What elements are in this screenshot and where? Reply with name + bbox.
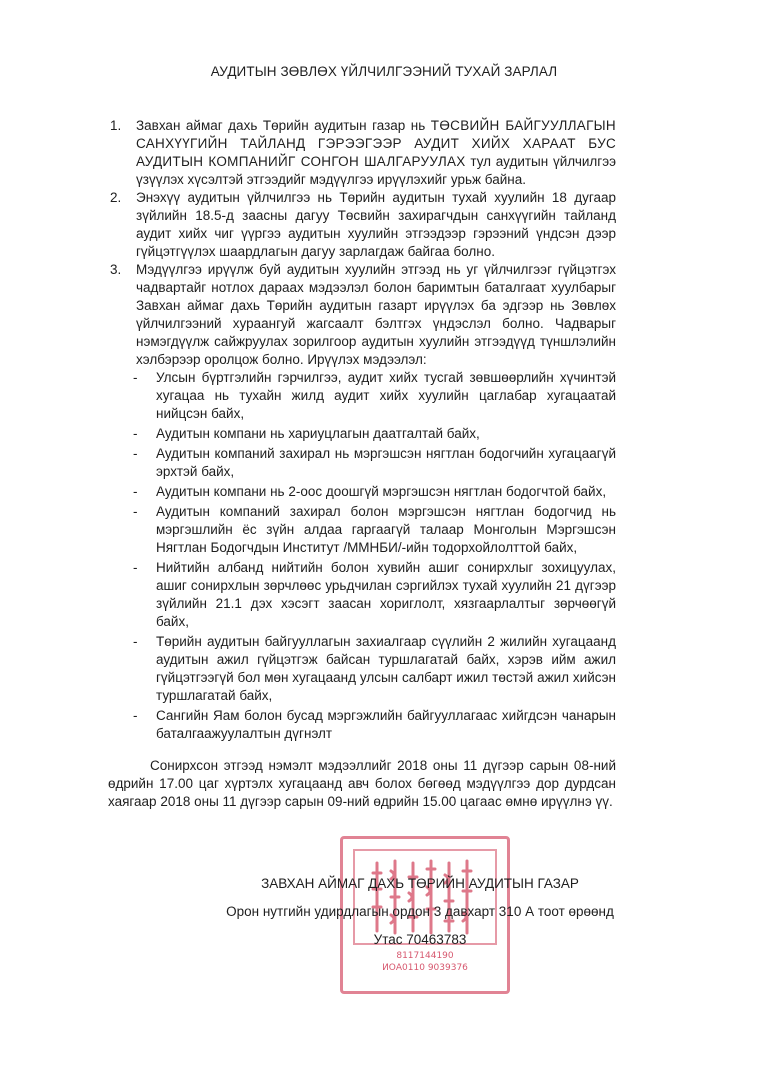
- requirement-item: [133, 483, 616, 501]
- requirement-item: [133, 559, 616, 631]
- requirement-item: [133, 425, 616, 443]
- requirement-item: [133, 707, 616, 743]
- list-item: [108, 117, 616, 189]
- requirement-item: [133, 503, 616, 557]
- dash-bullet: -: [133, 446, 138, 461]
- dash-bullet: -: [133, 426, 138, 441]
- dash-bullet: -: [133, 504, 138, 519]
- dash-bullet: -: [133, 370, 138, 385]
- item-text: тул аудитын үйлчилгээ үзүүлэх хүсэлтэй этгээдийг мэдүүлгээ ирүүлэхийг урьж байна.: [136, 154, 616, 187]
- requirement-item: [133, 369, 616, 423]
- requirement-text: Аудитын компаний захирал болон мэргэшсэн нягтлан бодогчид нь мэргэшлийн ёс зүйн алдаа гаргаагүй талаар Монголын Мэргэшсэн Нягтлан Бодогчдын Институт /ММНБИ/-ийн тодорхойлолттой байх,: [156, 504, 616, 555]
- numbered-list: [108, 117, 616, 743]
- closing-paragraph: Сонирхсон этгээд нэмэлт мэдээллийг 2018 оны 11 дүгээр сарын 08-ний өдрийн 17.00 цаг хүртэлх хугацаанд авч болох бөгөөд мэдүүлгээ дор дурдсан хаягаар 2018 оны 11 дүгээр сарын 09-ний өдрийн 15.00 цагаас өмнө ирүүлнэ үү.: [108, 758, 616, 809]
- item-number: 3.: [110, 262, 122, 277]
- dash-bullet: -: [133, 708, 138, 723]
- requirement-item: [133, 633, 616, 705]
- stamp-number: ИОА0110 9039376: [382, 963, 468, 973]
- requirement-text: Аудитын компани нь хариуцлагын даатгалтай байх,: [156, 426, 480, 441]
- requirement-text: Төрийн аудитын байгууллагын захиалгаар сүүлийн 2 жилийн хугацаанд аудитын ажил гүйцэтгэж байсан туршлагатай байх, хэрэв ийм ажил гүйцэтгээгүй бол мөн хугацаанд улсын салбарт ижил төстэй ажил хийсэн туршлагатай байх,: [156, 634, 616, 703]
- footer-org: ЗАВХАН АЙМАГ ДАХЬ ТӨРИЙН АУДИТЫН ГАЗАР: [261, 876, 579, 891]
- requirement-text: Аудитын компаний захирал нь мэргэшсэн нягтлан бодогчийн хугацаагүй эрхтэй байх,: [156, 446, 616, 479]
- dash-bullet: -: [133, 484, 138, 499]
- dash-bullet: -: [133, 634, 138, 649]
- requirement-item: [133, 445, 616, 481]
- list-item: [108, 261, 616, 743]
- footer-address: Орон нутгийн удирдлагын ордон 3 давхарт 310 А тоот өрөөнд: [226, 904, 614, 919]
- item-text: Мэдүүлгээ ирүүлж буй аудитын хуулийн этгээд нь уг үйлчилгээг гүйцэтгэх чадвартайг нотлох дараах мэдээлэл болон баримтын баталгаат хуулбарыг Завхан аймаг дахь Төрийн аудитын газарт ирүүлэх ба эдгээр нь Зөвлөх үйлчилгээний хураангуй жагсаалт бэлтгэх үндэслэл болно. Чадварыг нэмэгдүүлж сайжруулах зорилгоор аудитын хуулийн этгээдүүд түншлэлийн хэлбэрээр оролцож болно. Ирүүлэх мэдээлэл:: [136, 262, 616, 367]
- requirement-text: Аудитын компани нь 2-оос доошгүй мэргэшсэн нягтлан бодогчтой байх,: [156, 484, 607, 499]
- requirements-list: [133, 369, 616, 743]
- requirement-text: Улсын бүртгэлийн гэрчилгээ, аудит хийх тусгай зөвшөөрлийн хүчинтэй хугацаа нь тухайн жилд аудит хийх хуулийн цаглабар хугацаатай нийцсэн байх,: [156, 370, 616, 421]
- item-number: 2.: [110, 190, 122, 205]
- dash-bullet: -: [133, 560, 138, 575]
- requirement-text: Сангийн Яам болон бусад мэргэжлийн байгууллагаас хийгдсэн чанарын баталгаажуулалтын дүгнэлт: [156, 708, 616, 741]
- item-text: Энэхүү аудитын үйлчилгээ нь Төрийн аудитын тухай хуулийн 18 дугаар зүйлийн 18.5-д заасны дагуу Төсвийн захирагчдын санхүүгийн тайланд аудит хийх чиг үүргээ аудитын хуулийн этгээдээр гэрээний үндсэн дээр гүйцэтгүүлэх шаардлагын дагуу зарлагдаж байгаа болно.: [136, 190, 616, 259]
- list-item: [108, 189, 616, 261]
- item-number: 1.: [110, 118, 122, 133]
- requirement-text: Нийтийн албанд нийтийн болон хувийн ашиг сонирхлыг зохицуулах, ашиг сонирхлын зөрчлөөс урьдчилан сэргийлэх тухай хуулийн 21 дүгээр зүйлийн 21.1 дэх хэсэгт заасан хориглолт, хязгаарлалтыг зөрчөөгүй байх,: [156, 560, 616, 629]
- stamp-number: 8117144190: [396, 951, 454, 961]
- item-text: Завхан аймаг дахь Төрийн аудитын газар нь: [136, 118, 431, 133]
- footer-phone: Утас 70463783: [373, 932, 467, 947]
- document-body: [108, 117, 616, 825]
- footer-block: [160, 870, 680, 954]
- document-title: АУДИТЫН ЗӨВЛӨХ ҮЙЛЧИЛГЭЭНИЙ ТУХАЙ ЗАРЛАЛ: [210, 64, 558, 79]
- item-emphasis: ТӨСВИЙН БАЙГУУЛЛАГЫН САНХҮҮГИЙН ТАЙЛАНД ГЭРЭЭГЭЭР АУДИТ ХИЙХ ХАРААТ БУС АУДИТЫН КОМПАНИЙГ СОНГОН ШАЛГАРУУЛАХ: [136, 118, 616, 169]
